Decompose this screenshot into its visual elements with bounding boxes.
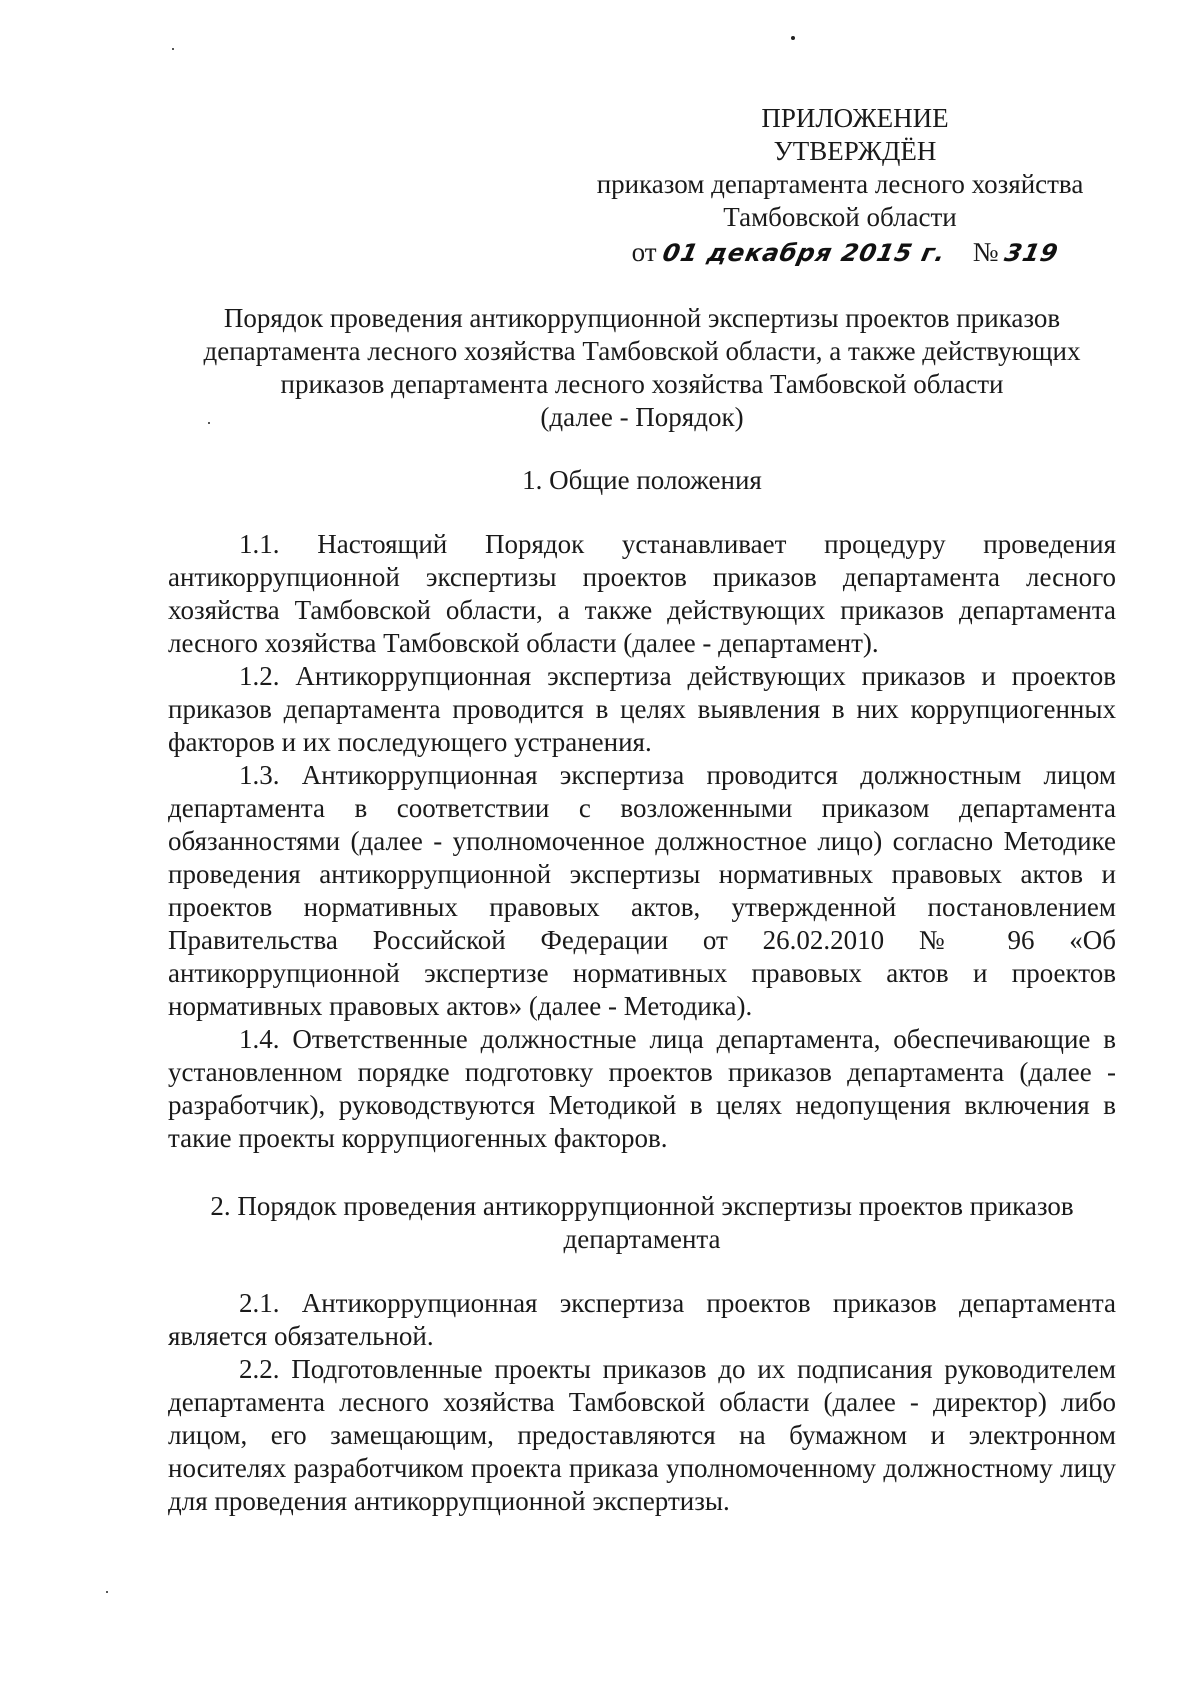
from-prefix: от: [631, 237, 657, 267]
appendix-label: ПРИЛОЖЕНИЕ: [761, 103, 949, 133]
scan-speck: [106, 1591, 108, 1593]
paragraph-2-2: 2.2. Подготовленные проекты приказов до их подписания руководителем департамента лесного хозяйства Тамбовской области (далее - директор) либо лицом, его замещающим, предоставляются на бумажном и электронном носителях разработчиком проекта приказа уполномоченному должностному лицу для проведения антикоррупционной экспертизы.: [168, 1354, 1116, 1516]
document-title: [168, 302, 1116, 434]
order-reference: приказом департамента лесного хозяйства: [596, 169, 1084, 199]
section-2-body: [168, 1287, 1116, 1518]
scan-speck: [172, 48, 174, 50]
paragraph-1-1: 1.1. Настоящий Порядок устанавливает процедуру проведения антикоррупционной экспертизы проектов приказов департамента лесного хозяйства Тамбовской области, а также действующих приказов департамента лесного хозяйства Тамбовской области (далее - департамент).: [168, 529, 1116, 658]
order-date-line: [560, 236, 1120, 270]
handwritten-date: 01 декабря 2015 г.: [660, 239, 949, 267]
approval-block: [560, 102, 1120, 270]
number-prefix: №: [972, 237, 999, 267]
title-line: Порядок проведения антикоррупционной экспертизы проектов приказов: [223, 303, 1061, 333]
scan-speck: [791, 36, 795, 40]
section-1-body: [168, 528, 1116, 1155]
section-heading-text: 1. Общие положения: [522, 465, 762, 495]
section-2-heading: [168, 1190, 1116, 1256]
region-label: Тамбовской области: [723, 202, 957, 232]
handwritten-number: 319: [1002, 239, 1062, 267]
approved-label: УТВЕРЖДЁН: [773, 136, 937, 166]
title-line: департамента лесного хозяйства Тамбовской области, а также действующих: [203, 336, 1081, 366]
paragraph-1-2: 1.2. Антикоррупционная экспертиза действующих приказов и проектов приказов департамента проводится в целях выявления в них коррупциогенных факторов и их последующего устранения.: [168, 661, 1116, 757]
title-line: (далее - Порядок): [540, 402, 744, 432]
paragraph-1-3: 1.3. Антикоррупционная экспертиза проводится должностным лицом департамента в соответствии с возложенными приказом департамента обязанностями (далее - уполномоченное должностное лицо) согласно Методике проведения антикоррупционной экспертизы нормативных правовых актов и проектов нормативных правовых актов, утвержденной постановлением Правительства Российской Федерации от 26.02.2010 № 96 «Об антикоррупционной экспертизе нормативных правовых актов и проектов нормативных правовых актов» (далее - Методика).: [168, 760, 1116, 1021]
section-heading-line: департамента: [563, 1224, 721, 1254]
paragraph-2-1: 2.1. Антикоррупционная экспертиза проектов приказов департамента является обязательной.: [168, 1288, 1116, 1351]
section-heading-line: 2. Порядок проведения антикоррупционной экспертизы проектов приказов: [210, 1191, 1074, 1221]
section-1-heading: [168, 464, 1116, 497]
title-line: приказов департамента лесного хозяйства Тамбовской области: [280, 369, 1004, 399]
paragraph-1-4: 1.4. Ответственные должностные лица департамента, обеспечивающие в установленном порядке подготовку проектов приказов департамента (далее - разработчик), руководствуются Методикой в целях недопущения включения в такие проекты коррупциогенных факторов.: [168, 1024, 1116, 1153]
